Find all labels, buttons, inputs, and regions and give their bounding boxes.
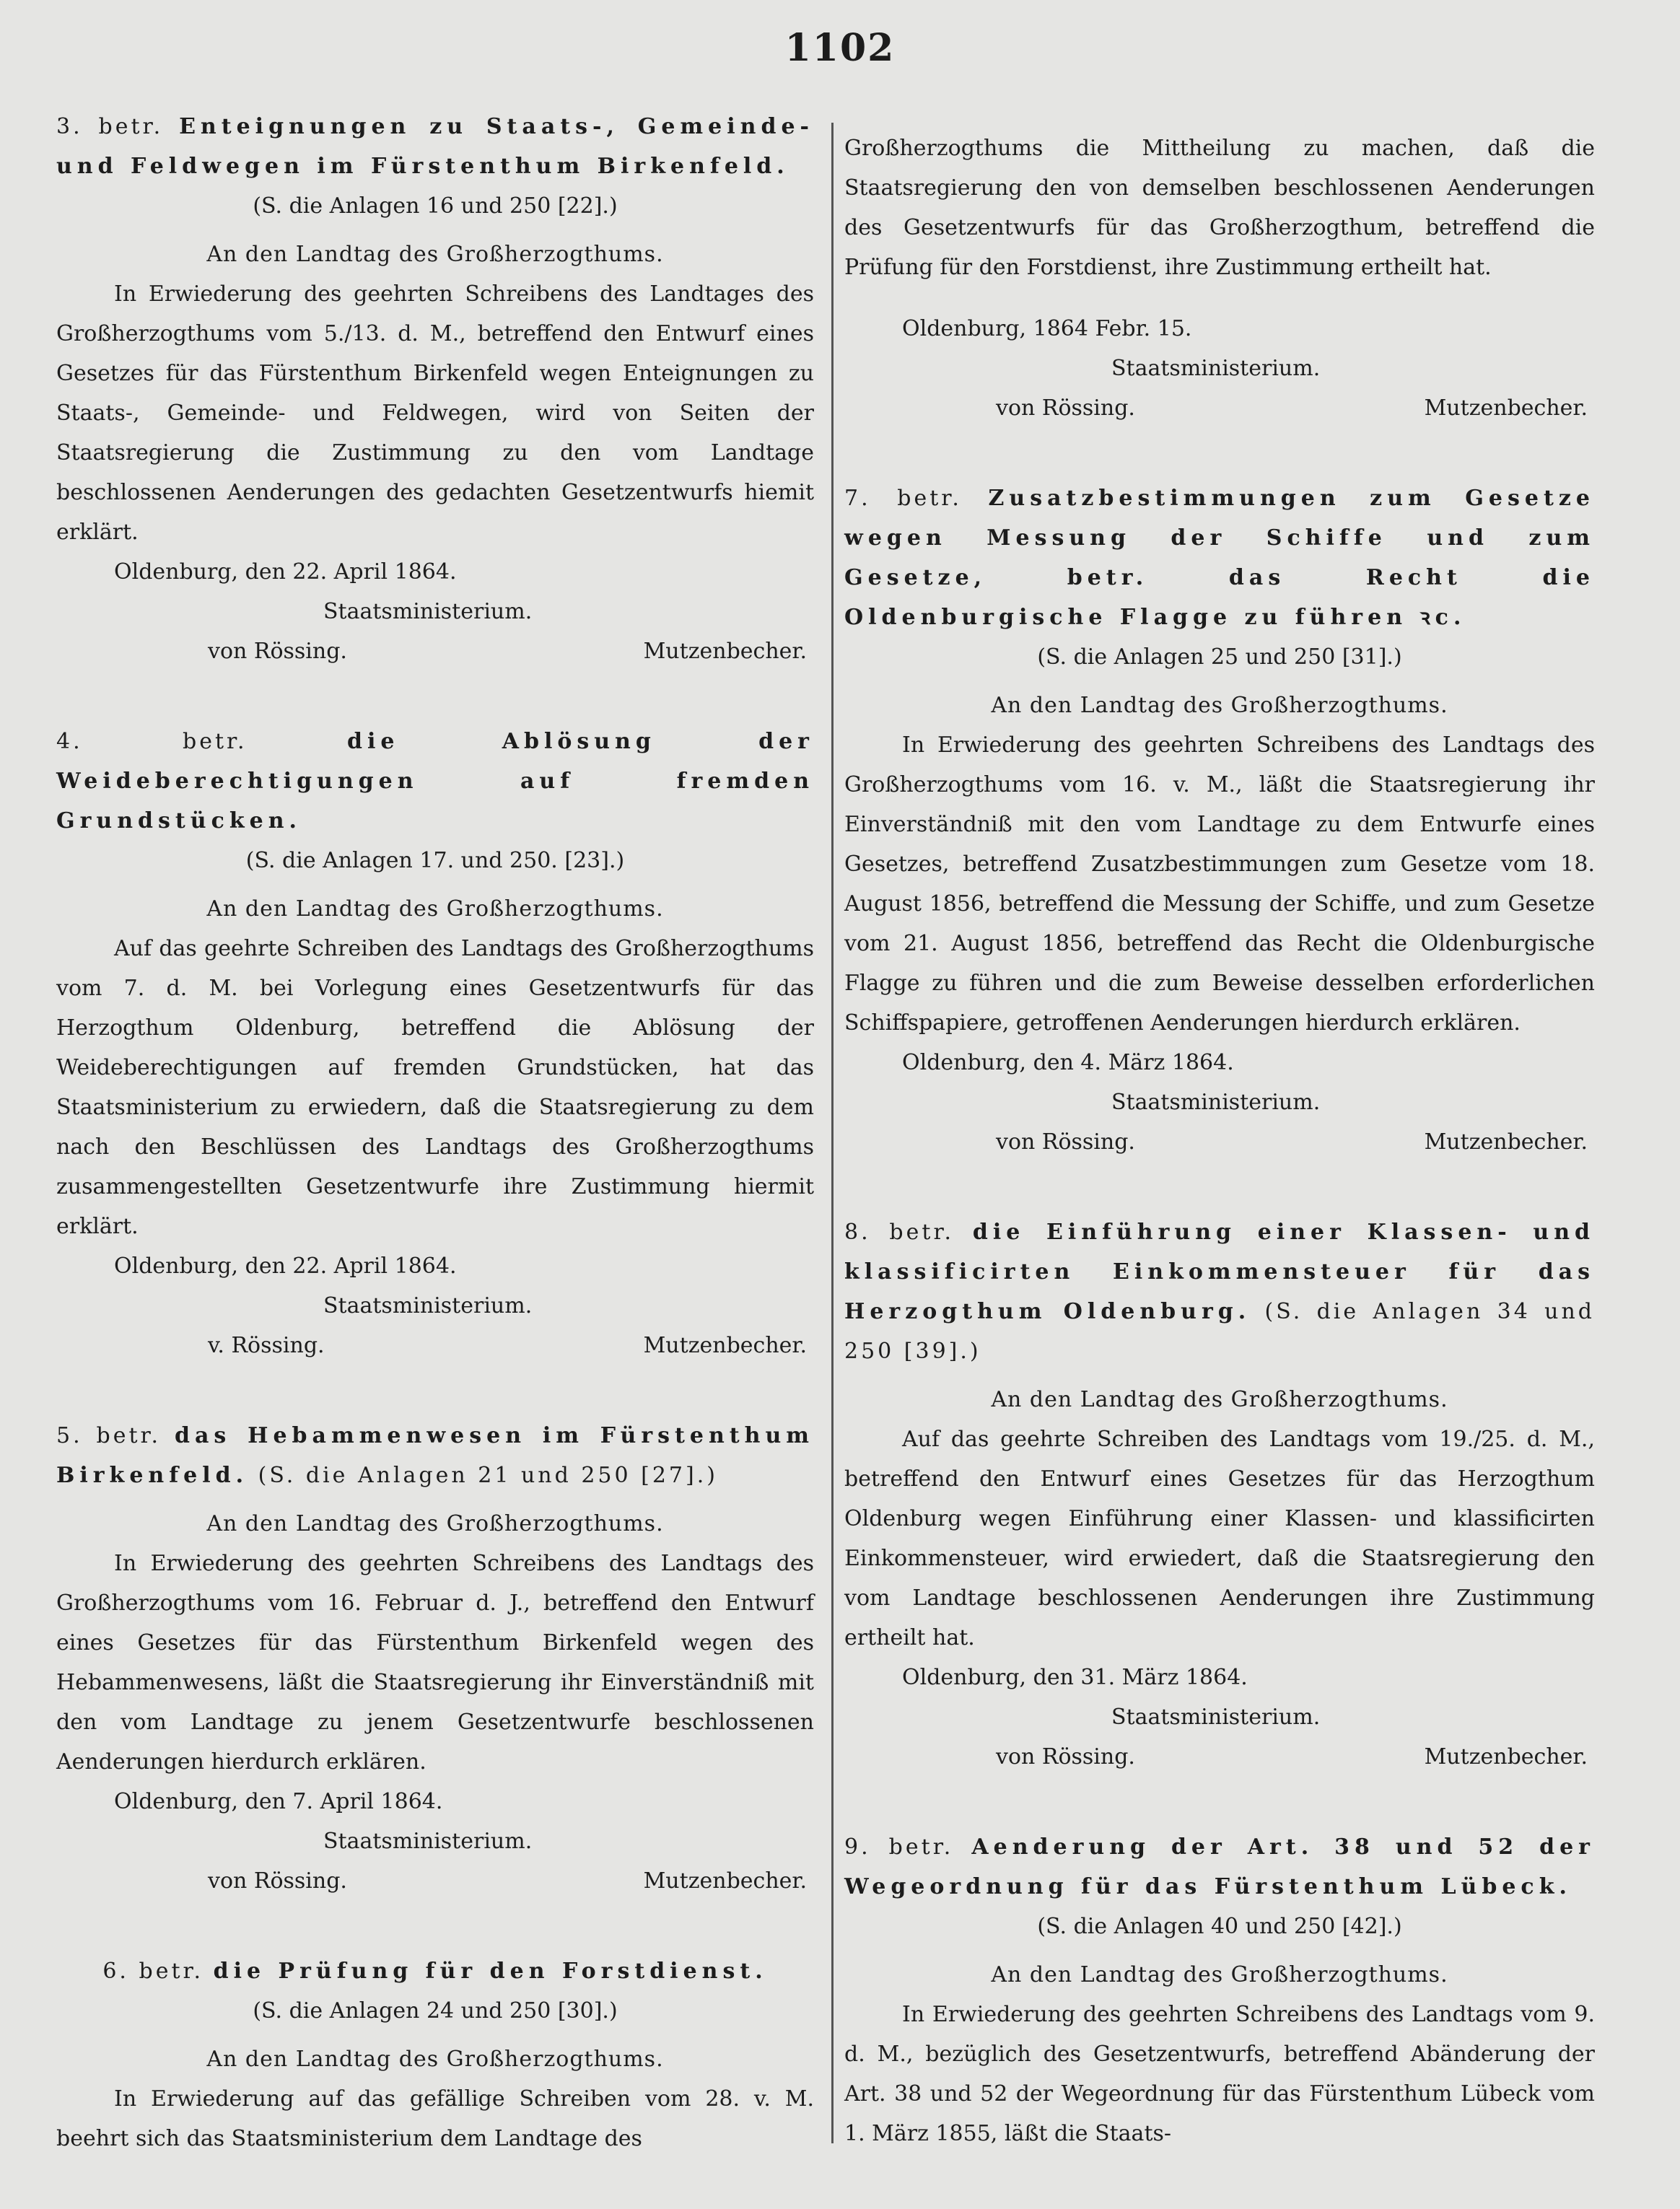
section-title: das Hebammenwesen im Fürstenthum Birkenfeld.: [56, 1423, 814, 1488]
section-heading: [56, 722, 814, 841]
section-reference: (S. die Anlagen 21 und 250 [27].): [258, 1463, 718, 1488]
signature-left: von Rössing.: [208, 639, 347, 664]
ministry-name: Staatsministerium.: [1111, 1705, 1321, 1730]
section-title: die Ablösung der Weideberechtigungen auf fremden Grundstücken.: [56, 729, 814, 834]
signature-right: Mutzenbecher.: [643, 1333, 807, 1358]
signature-left: von Rössing.: [208, 1868, 347, 1894]
signatures: [844, 1737, 1595, 1777]
signature-right: Mutzenbecher.: [643, 1868, 807, 1894]
addressee: An den Landtag des Großherzogthums.: [206, 2047, 664, 2072]
signatures: [56, 1861, 814, 1901]
body-text: In Erwiederung des geehrten Schreibens des Landtags vom 9. d. M., bezüglich des Gesetzentwurfs, betreffend Abänderung der Art. 38 und 52 der Wegeordnung für das Fürstenthum Lübeck vom 1. März 1855, läßt die Staats-: [844, 2002, 1595, 2146]
section-number: 6. betr.: [102, 1959, 204, 1984]
signature-right: Mutzenbecher.: [643, 639, 807, 664]
body-text: Auf das geehrte Schreiben des Landtags des Großherzogthums vom 7. d. M. bei Vorlegung eines Gesetzentwurfs für das Herzogthum Oldenburg, betreffend die Ablösung der Weideberechtigungen auf fremden Grundstücken, hat das Staatsministerium zu erwiedern, daß die Staatsregierung zu dem nach den Beschlüssen des Landtags des Großherzogthums zusammengestellten Gesetzentwurfe ihre Zustimmung hiermit erklärt.: [56, 936, 814, 1239]
addressee: An den Landtag des Großherzogthums.: [991, 1387, 1448, 1412]
date-line: Oldenburg, den 4. März 1864.: [902, 1050, 1234, 1075]
addressee: An den Landtag des Großherzogthums.: [206, 1511, 664, 1536]
section-heading: [844, 1212, 1595, 1371]
section-9: [844, 1827, 1595, 2153]
section-7: [844, 478, 1595, 1162]
signatures: [56, 631, 814, 671]
addressee: An den Landtag des Großherzogthums.: [206, 242, 664, 267]
section-5: [56, 1416, 814, 1901]
section-title: die Prüfung für den Forstdienst.: [213, 1959, 768, 1984]
date-line: Oldenburg, den 7. April 1864.: [114, 1789, 443, 1814]
section-reference: (S. die Anlagen 17. und 250. [23].): [245, 848, 625, 873]
section-heading: [56, 1416, 814, 1495]
section-title: Zusatzbestimmungen zum Gesetze wegen Messung der Schiffe und zum Gesetze, betr. das Recht die Oldenburgische Flagge zu führen ꝛc.: [844, 486, 1595, 630]
section-6: [56, 1951, 814, 2158]
body-text: Auf das geehrte Schreiben des Landtags vom 19./25. d. M., betreffend den Entwurf eines Gesetzes für das Herzogthum Oldenburg wegen Einführung einer Klassen- und klassificirten Einkommensteuer, wird erwiedert, daß die Staatsregierung den vom Landtage beschlossenen Aenderungen ihre Zustimmung ertheilt hat.: [844, 1427, 1595, 1650]
section-3: [56, 107, 814, 671]
ministry-name: Staatsministerium.: [1111, 1090, 1321, 1115]
section-title: Enteignungen zu Staats-, Gemeinde- und Feldwegen im Fürstenthum Birkenfeld.: [56, 114, 814, 179]
section-number: 7. betr.: [844, 486, 962, 511]
signatures: [844, 1122, 1595, 1162]
addressee: An den Landtag des Großherzogthums.: [206, 896, 664, 922]
addressee: An den Landtag des Großherzogthums.: [991, 1962, 1448, 1987]
section-reference: (S. die Anlagen 40 und 250 [42].): [1037, 1914, 1402, 1939]
signature-right: Mutzenbecher.: [1424, 1129, 1588, 1155]
body-text: In Erwiederung des geehrten Schreibens des Landtags des Großherzogthums vom 16. v. M., läßt die Staatsregierung ihr Einverständniß mit den vom Landtage zu dem Entwurfe eines Gesetzes, betreffend Zusatzbestimmungen zum Gesetze vom 18. August 1856, betreffend die Messung der Schiffe, und zum Gesetze vom 21. August 1856, betreffend das Recht die Oldenburgische Flagge zu führen und die zum Beweise desselben erforderlichen Schiffspapiere, getroffenen Aenderungen hierdurch erklären.: [844, 732, 1595, 1036]
section-reference: (S. die Anlagen 25 und 250 [31].): [1037, 644, 1402, 670]
section-4: [56, 722, 814, 1365]
section-heading: [844, 1827, 1595, 1907]
signature-left: v. Rössing.: [208, 1333, 325, 1358]
section-number: 3. betr.: [56, 114, 164, 139]
ministry-name: Staatsministerium.: [323, 1293, 533, 1318]
date-line: Oldenburg, den 22. April 1864.: [114, 1254, 457, 1279]
section-reference: (S. die Anlagen 34 und 250 [39].): [844, 1299, 1595, 1364]
body-text: In Erwiederung des geehrten Schreibens des Landtages des Großherzogthums vom 5./13. d. M., betreffend den Entwurf eines Gesetzes für das Fürstenthum Birkenfeld wegen Enteignungen zu Staats-, Gemeinde- und Feldwegen, wird von Seiten der Staatsregierung die Zustimmung zu den vom Landtage beschlossenen Aenderungen des gedachten Gesetzentwurfs hiemit erklärt.: [56, 281, 814, 545]
signature-right: Mutzenbecher.: [1424, 395, 1588, 421]
section-number: 8. betr.: [844, 1220, 955, 1245]
section-heading: [56, 1951, 814, 1991]
signatures: [56, 1326, 814, 1365]
date-line: Oldenburg, den 22. April 1864.: [114, 559, 457, 585]
section-heading: [56, 107, 814, 186]
date-line: Oldenburg, 1864 Febr. 15.: [902, 316, 1192, 341]
section-heading: [844, 478, 1595, 637]
section-reference: (S. die Anlagen 16 und 250 [22].): [253, 193, 618, 219]
date-line: Oldenburg, den 31. März 1864.: [902, 1665, 1248, 1690]
section-number: 9. betr.: [844, 1834, 954, 1860]
right-column: [844, 107, 1595, 2204]
continuation-text: Großherzogthums die Mittheilung zu machen, daß die Staatsregierung den von demselben beschlossenen Aenderungen des Gesetzentwurfs für das Großherzogthum, betreffend die Prüfung für den Forstdienst, ihre Zustimmung ertheilt hat.: [844, 136, 1595, 280]
ministry-name: Staatsministerium.: [1111, 356, 1321, 381]
signatures: [844, 388, 1595, 428]
signature-left: von Rössing.: [996, 1129, 1135, 1155]
ministry-name: Staatsministerium.: [323, 1829, 533, 1854]
addressee: An den Landtag des Großherzogthums.: [991, 693, 1448, 718]
signature-left: von Rössing.: [996, 1744, 1135, 1770]
section-6-continuation: [844, 128, 1595, 428]
section-reference: (S. die Anlagen 24 und 250 [30].): [253, 1998, 618, 2024]
section-8: [844, 1212, 1595, 1777]
signature-left: von Rössing.: [996, 395, 1135, 421]
section-number: 5. betr.: [56, 1423, 162, 1448]
column-divider: [831, 123, 834, 2143]
section-title: die Einführung einer Klassen- und klassificirten Einkommensteuer für das Herzogthum Oldenburg.: [844, 1220, 1595, 1324]
body-text: In Erwiederung des geehrten Schreibens des Landtags des Großherzogthums vom 16. Februar d. J., betreffend den Entwurf eines Gesetzes für das Fürstenthum Birkenfeld wegen des Hebammenwesens, läßt die Staatsregierung ihr Einverständniß mit den vom Landtage zu jenem Gesetzentwurfe beschlossenen Aenderungen hierdurch erklären.: [56, 1551, 814, 1775]
signature-right: Mutzenbecher.: [1424, 1744, 1588, 1770]
left-column: [56, 107, 814, 2209]
body-text: In Erwiederung auf das gefällige Schreiben vom 28. v. M. beehrt sich das Staatsministerium dem Landtage des: [56, 2086, 814, 2151]
page-number: 1102: [784, 26, 896, 70]
ministry-name: Staatsministerium.: [323, 599, 533, 624]
section-title: Aenderung der Art. 38 und 52 der Wegeordnung für das Fürstenthum Lübeck.: [844, 1834, 1595, 1899]
section-number: 4. betr.: [56, 729, 248, 754]
